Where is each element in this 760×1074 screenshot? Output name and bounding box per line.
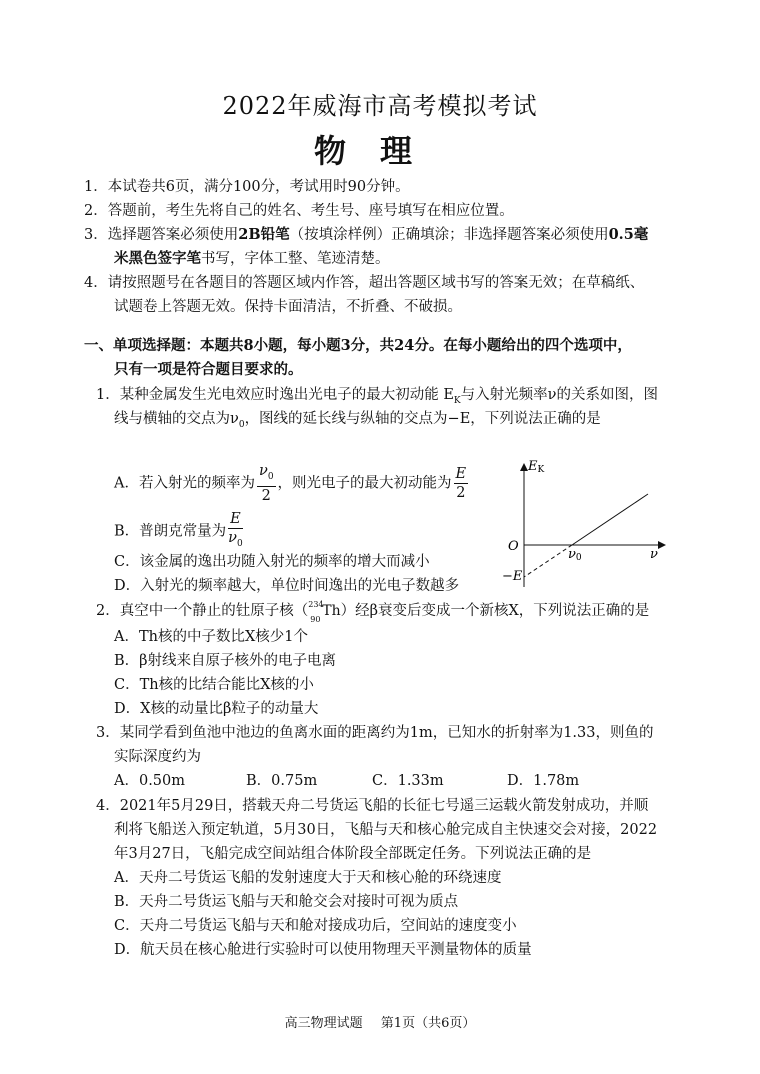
x-tick-label: ν0 (568, 547, 582, 563)
fraction-den-two-b: 2 (456, 484, 466, 501)
footer-title: 高三物理试题 (284, 1016, 363, 1031)
y-axis-label: EK (528, 459, 545, 475)
fraction-E-over-2 (454, 465, 469, 502)
q1-option-b-text: B．普朗克常量为 (114, 523, 227, 540)
instruction-1: 1．本试卷共6页，满分100分，考试用时90分钟。 (84, 179, 410, 195)
q3-option-b: B．0.75m (246, 773, 318, 789)
q1-stem-c: 线与横轴的交点为ν (114, 411, 239, 427)
instruction-3 (84, 225, 648, 245)
x-axis-label: ν (650, 547, 658, 562)
q1-stem-d: ，图线的延长线与纵轴的交点为−E，下列说法正确的是 (244, 411, 601, 427)
q1-stem-sub-0: 0 (238, 419, 245, 430)
instruction-3-bold-mm: 0.5毫 (608, 226, 649, 243)
thorium-isotope (308, 600, 341, 624)
instruction-3-text-a: 3．选择题答案必须使用 (84, 227, 239, 243)
q4-option-a: A．天舟二号货运飞船的发射速度大于天和核心舱的环绕速度 (114, 870, 502, 886)
ek-line-dashed (524, 545, 572, 577)
footer-page-number: 第1页（共6页） (380, 1016, 476, 1031)
q2-option-a: A．Th核的中子数比X核少1个 (114, 629, 309, 645)
fraction-den-nu: ν (228, 530, 237, 546)
q1-option-a-text-b: ，则光电子的最大初动能为 (277, 475, 452, 492)
instruction-3-text-b: （按填涂样例）正确填涂；非选择题答案必须使用 (289, 227, 609, 243)
fraction-nu0-over-2 (257, 462, 276, 505)
fraction-num-nu: ν (258, 463, 268, 479)
q3-stem-line2: 实际深度约为 (114, 749, 201, 765)
q3-option-d: D．1.78m (507, 773, 580, 789)
q2-option-d: D．X核的动量比β粒子的动量大 (114, 701, 319, 717)
q4-option-c: C．天舟二号货运飞船与天和舱对接成功后，空间站的速度变小 (114, 918, 517, 934)
q1-stem-a: 1．某种金属发生光电效应时逸出光电子的最大初动能 E (96, 387, 454, 403)
ek-nu-graph (500, 452, 675, 592)
instruction-3-bold-pencil: 2B铅笔 (238, 226, 290, 243)
q2-stem-b: ）经β衰变后变成一个新核X，下列说法正确的是 (340, 603, 650, 619)
isotope-mass: 234 (308, 600, 324, 609)
q4-stem-line2: 利将飞船送入预定轨道，5月30日，飞船与天和核心舱完成自主快速交会对接，2022 (114, 822, 658, 838)
fraction-den-sub: 0 (237, 538, 243, 549)
origin-label: O (508, 539, 519, 554)
section-1-heading-cont: 只有一项是符合题目要求的。 (114, 361, 303, 378)
q2-option-b: B．β射线来自原子核外的电子电离 (114, 653, 337, 669)
q2-stem (96, 600, 650, 624)
section-1-heading: 一、单项选择题：本题共8小题，每小题3分，共24分。在每小题给出的四个选项中， (84, 337, 632, 354)
q1-option-d: D．入射光的频率越大，单位时间逸出的光电子数越多 (114, 578, 460, 594)
q1-option-a (114, 462, 470, 505)
q1-option-b (114, 510, 245, 553)
isotope-number: 90 (310, 615, 321, 624)
q3-option-c: C．1.33m (372, 773, 444, 789)
fraction-den-two: 2 (261, 487, 271, 504)
instruction-4-cont: 试题卷上答题无效。保持卡面清洁，不折叠、不破损。 (114, 299, 462, 315)
q1-stem-sub-k: K (453, 395, 461, 406)
q1-stem-line2 (114, 409, 601, 435)
q3-option-a: A．0.50m (114, 773, 186, 789)
q4-option-b: B．天舟二号货运飞船与天和舱交会对接时可视为质点 (114, 894, 459, 910)
q1-stem-b: 与入射光频率ν的关系如图，图 (460, 387, 658, 403)
q4-stem-line1: 4．2021年5月29日，搭载天舟二号货运飞船的长征七号遥三运载火箭发射成功，并顺 (96, 798, 649, 814)
q4-option-d: D．航天员在核心舱进行实验时可以使用物理天平测量物体的质量 (114, 942, 532, 958)
isotope-symbol: Th (322, 603, 341, 619)
q3-stem-line1: 3．某同学看到鱼池中池边的鱼离水面的距离约为1m，已知水的折射率为1.33，则鱼的 (96, 725, 654, 741)
q2-option-c: C．Th核的比结合能比X核的小 (114, 677, 314, 693)
instruction-2: 2．答题前，考生先将自己的姓名、考生号、座号填写在相应位置。 (84, 203, 514, 219)
instruction-4: 4．请按照题号在各题目的答题区域内作答，超出答题区域书写的答案无效；在草稿纸、 (84, 275, 645, 291)
fraction-num-E-b: E (230, 511, 241, 527)
q4-stem-line3: 年3月27日，飞船完成空间站组合体阶段全部既定任务。下列说法正确的是 (114, 846, 592, 862)
page-footer (0, 1012, 760, 1031)
neg-e-label: −E (502, 569, 523, 584)
instruction-3-cont (114, 249, 390, 269)
instruction-3-bold-pen: 米黑色签字笔 (114, 250, 201, 267)
instruction-3-text-c: 书写，字体工整、笔迹清楚。 (201, 251, 390, 267)
fraction-E-over-nu0 (228, 510, 243, 553)
q2-stem-a: 2．真空中一个静止的钍原子核（ (96, 603, 309, 619)
fraction-num-E: E (455, 465, 467, 482)
fraction-num-sub: 0 (267, 471, 274, 482)
q1-option-c: C．该金属的逸出功随入射光的频率的增大而减小 (114, 554, 430, 570)
ek-line-solid (572, 494, 648, 545)
subject-title: 物理 (313, 132, 446, 170)
q1-stem-line1 (96, 385, 658, 411)
exam-title: 2022年威海市高考模拟考试 (222, 92, 538, 120)
q1-option-a-text-a: A．若入射光的频率为 (114, 475, 255, 492)
